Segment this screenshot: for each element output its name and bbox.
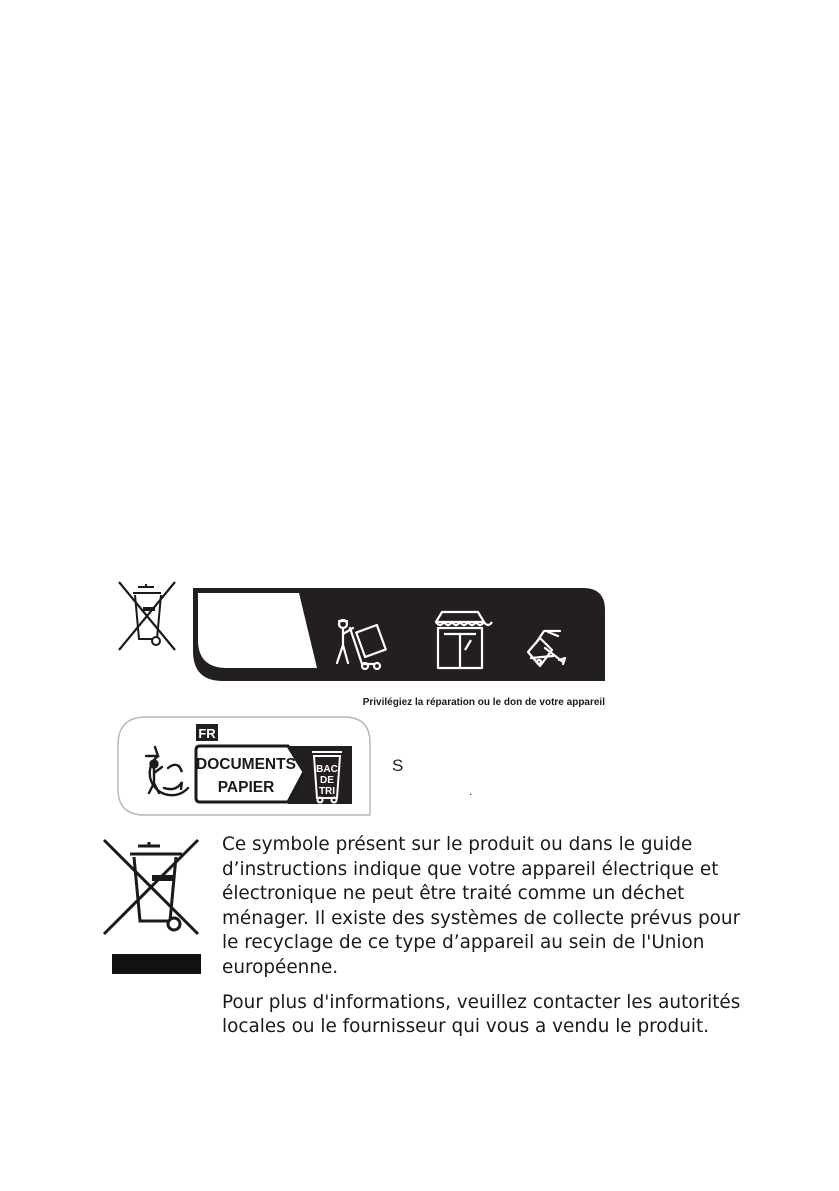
category-line1: DOCUMENTS	[196, 756, 296, 773]
country-code: FR	[198, 726, 216, 741]
weee-date-bar	[112, 954, 201, 974]
weee-crossed-bin-icon	[100, 836, 202, 936]
weee-notice	[222, 833, 762, 1040]
repair-banner	[193, 588, 605, 681]
crossed-bin-icon	[116, 579, 178, 653]
stray-letter: S	[392, 756, 404, 775]
bin-line2: DE	[320, 775, 334, 786]
bin-line1: BAC	[316, 764, 338, 775]
repair-caption: Privilégiez la réparation ou le don de votre appareil	[362, 697, 605, 708]
notice-paragraph-1: Ce symbole présent sur le produit ou dans le guide d’instructions indique que votre appareil électrique et électronique ne peut être traité comme un déchet ménager. Il existe des systèmes de collecte prévus pour le recyclage de ce type d’appareil au sein de l'Union européenne.	[222, 834, 741, 978]
triman-sorting-logo	[116, 716, 372, 816]
category-line2: PAPIER	[217, 779, 275, 796]
stray-dot: .	[469, 784, 473, 798]
notice-paragraph-2: Pour plus d'informations, veuillez contacter les autorités locales ou le fournisseur qui vous a vendu le produit.	[222, 991, 741, 1038]
banner-white-panel	[198, 593, 317, 668]
bin-line3: TRI	[318, 786, 336, 797]
